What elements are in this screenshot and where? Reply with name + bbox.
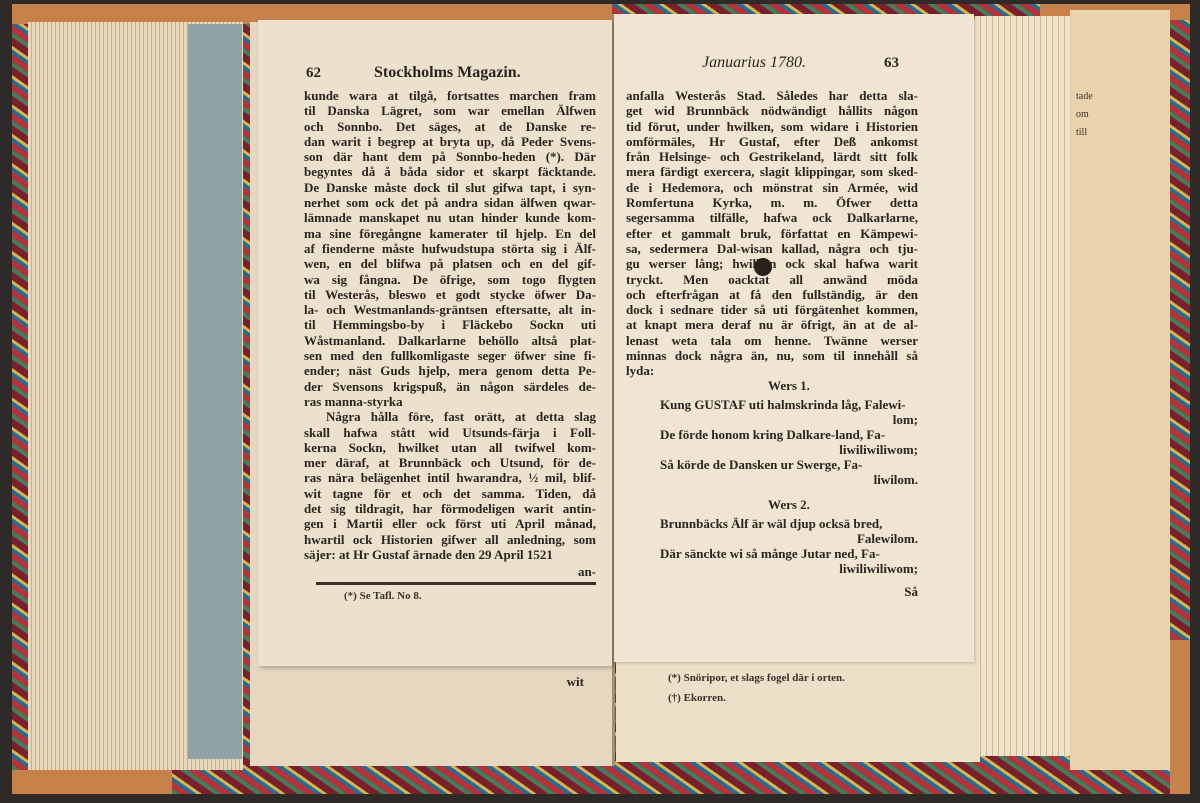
text-line: ras nära belägenhet intil hwarandra, ½ mil, blif- — [304, 470, 596, 486]
verse-line: Kung GUSTAF uti halmskrinda låg, Falewi- — [660, 397, 906, 412]
text-line: wit tagne för et och det samma. Tiden, då — [304, 485, 596, 501]
text-line: wa sig fångna. De öfrige, som togo flygten — [304, 271, 596, 287]
edge-fragment: tade — [1076, 91, 1093, 102]
text-line: från Helsinge- och Gestrikeland, lärdt sitt folk — [626, 149, 918, 165]
left-page — [258, 20, 612, 666]
text-line: nerhet som ock det på andra sidan älfwen qwar- — [304, 195, 596, 211]
verse-line-continuation: liwilom. — [873, 472, 918, 487]
edge-fragment: till — [1076, 127, 1088, 138]
text-line: kunde wara at tilgå, fortsattes marchen fram — [304, 88, 596, 103]
text-line: omförmäles, Hr Gustaf, efter Deß ankomst — [626, 133, 918, 149]
text-line: säjer: at Hr Gustaf ärnade den 29 April 1521 — [304, 546, 553, 562]
text-line: segersamma tilfälle, hafwa ock Dalkarlarne, — [626, 210, 918, 226]
text-line: lenast weta tala om henne. Twänne werser — [626, 332, 918, 348]
text-line: skall hafwa stått wid Utsunds-färja i Foll- — [304, 424, 596, 440]
verse-title: Wers 1. — [768, 378, 810, 393]
text-line: son där hant dem på Sonnbo-heden (*). Där — [304, 149, 596, 165]
left-page-body — [304, 88, 596, 562]
text-line: til Westerås, bleswo et godt stycke öfwer Da- — [304, 286, 596, 302]
text-line: ras manna-styrka — [304, 393, 403, 409]
right-page-body — [626, 88, 918, 379]
text-line: sen med den fullkomligaste seger öfwer sine fi- — [304, 348, 596, 364]
text-line: anfalla Westerås Stad. Således har detta sla- — [626, 88, 918, 103]
running-head: Stockholms Magazin. — [374, 64, 521, 81]
text-line: ma sine föregångne kamerater til hjelp. En del — [304, 225, 596, 241]
footnote: (†) Ekorren. — [668, 692, 726, 704]
text-line: af fienderne måste hufwudstupa störta sig i Älf- — [304, 240, 596, 256]
verse-title: Wers 2. — [768, 497, 810, 512]
text-line: och efterfrågan at få den fullständig, är den — [626, 286, 918, 302]
poem-verses — [660, 378, 918, 576]
under-page-catchword: wit — [566, 674, 584, 689]
text-line: efter et gammalt bruk, författat en Kämpewi- — [626, 225, 918, 241]
text-line: mera färdigt exercera, slagit klippingar, som sked- — [626, 164, 918, 180]
verse-line: Brunnbäcks Älf är wäl djup ocksä bred, — [660, 516, 883, 531]
edge-fragment: om — [1076, 109, 1089, 120]
text-line: at knapt mera deraf nu är öfrigt, än at de al- — [626, 317, 918, 333]
text-line: de i Hedemora, och mönstrat sin Armée, wid — [626, 179, 918, 195]
verse-line-continuation: Falewilom. — [856, 531, 918, 546]
text-line: Wåstmanland. Dalkarlarne behöllo altså plat- — [304, 332, 596, 348]
text-line: tryckt. Men oacktat all anwänd möda — [626, 271, 918, 287]
right-page-stack — [975, 16, 1070, 756]
footnote-rule — [316, 582, 596, 585]
right-page — [614, 14, 974, 662]
text-line: och Sonnbo. Det säges, at de Danske re- — [304, 118, 596, 134]
catchword: Så — [904, 584, 918, 599]
catchword: an- — [577, 564, 596, 579]
page-number: 62 — [306, 65, 321, 81]
text-line: det sig tildragit, har förmodeligen warit antin- — [304, 501, 596, 517]
right-endpaper — [1070, 10, 1170, 770]
verse-line: De förde honom kring Dalkare-land, Fa- — [660, 427, 886, 442]
text-line: Romfertuna Kyrka, m. m. Öfwer detta — [626, 195, 918, 211]
blue-paper-strip — [188, 24, 242, 759]
text-line: hwartil ock Historien gifwer all anledning, som — [304, 531, 596, 547]
text-line: wen, en del blifwa på platsen och en del gif- — [304, 256, 596, 272]
text-line: dan warit i begrep at bryta up, då Peder Svens- — [304, 133, 596, 149]
text-line: Några hålla före, fast orätt, at detta slag — [326, 409, 596, 425]
cover-leather-bottom — [12, 770, 172, 794]
text-line: kerna Sockn, hwilket utan all twifwel kom- — [304, 439, 596, 455]
text-line: til Danska Lägret, som war emellan Älfwen — [304, 103, 596, 119]
text-line: lyda: — [626, 363, 655, 379]
text-line: gu werser lång; hwilken ock skal hafwa warit — [626, 256, 918, 272]
text-line: mer däraf, at Brunnbäck och Utsund, för de- — [304, 455, 596, 471]
text-line: tid förut, under hwilken, som widare i Historien — [626, 118, 918, 134]
text-line: la- och Westmanlands-gräntsen eftersatte, alt in- — [304, 302, 596, 318]
text-line: De Danske måste dock til slut gifwa tapt, i syn- — [304, 179, 596, 195]
text-line: sa, sedermera Dal-wisan kallad, några och tju- — [626, 240, 918, 256]
text-line: get wid Brunnbäck nödwändigt hållits någon — [626, 103, 918, 119]
cover-leather-corner — [1170, 640, 1190, 794]
text-line: gen i Martii eller ock först uti April månad, — [304, 516, 596, 532]
verse-line: Så körde de Dansken ur Swerge, Fa- — [660, 457, 863, 472]
footnote: (*) Se Tafl. No 8. — [344, 590, 422, 602]
verse-line-continuation: liwiliwiliwom; — [839, 561, 918, 576]
verse-line: Där sänckte wi så månge Jutar ned, Fa- — [660, 546, 880, 561]
text-line: ender; näst Guds hjelp, mera genom detta Pe- — [304, 363, 596, 379]
text-line: der Svensons krigspuß, än någon särdeles de- — [304, 378, 596, 394]
text-line: lämnade manskapet nu utan hinder kunde kom- — [304, 210, 596, 226]
footnote: (*) Snöripor, et slags fogel där i orten. — [668, 672, 845, 684]
text-line: til Hemmingsbo-by i Fläckebo Sockn uti — [304, 317, 596, 333]
running-head: Januarius 1780. — [702, 54, 806, 71]
text-line: begyntes då å båda sidor et skarpt fäcktande. — [304, 164, 596, 180]
verse-line-continuation: lom; — [892, 412, 918, 427]
page-number: 63 — [884, 55, 899, 71]
text-line: minnas dock några än, nu, som til innehåll så — [626, 348, 918, 364]
verse-line-continuation: liwiliwiliwom; — [839, 442, 918, 457]
text-line: dock i sednare tider så uti förgätenhet kommen, — [626, 302, 918, 318]
